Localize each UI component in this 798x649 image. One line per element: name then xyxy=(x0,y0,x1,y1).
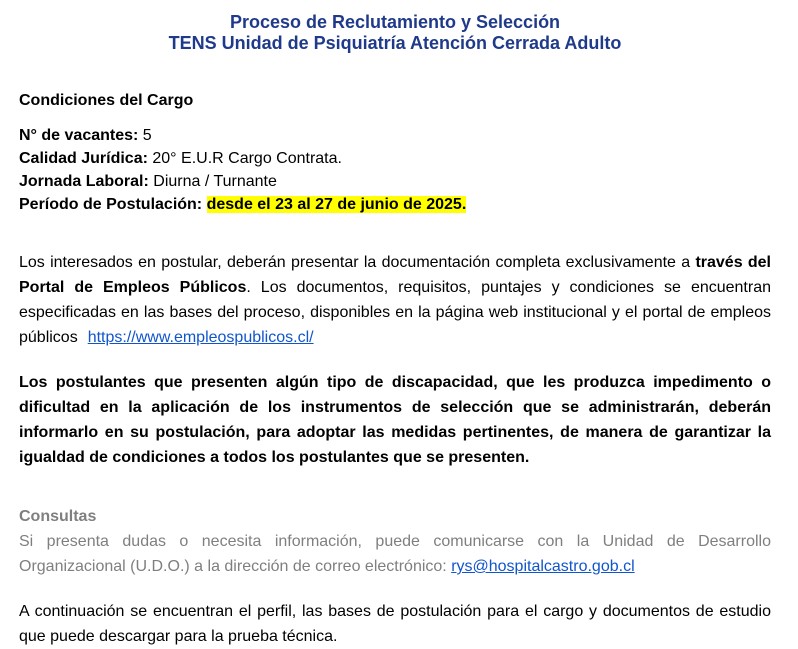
periodo-value: desde el 23 al 27 de junio de 2025. xyxy=(206,196,467,213)
title-line-2: TENS Unidad de Psiquiatría Atención Cerrada Adulto xyxy=(168,33,622,53)
closing-paragraph: A continuación se encuentran el perfil, las bases de postulación para el cargo y documentos de estudio que puede descargar para la prueba técnica. xyxy=(19,603,771,645)
disability-notice: Los postulantes que presenten algún tipo de discapacidad, que les produzca impedimento o dificultad en la aplicación de los instrumentos de selección que se administrarán, deberán informarlo en su postulación, para adoptar las medidas pertinentes, de manera de garantizar la igualdad de condiciones a todos los postulantes que se presenten. xyxy=(19,374,771,466)
intro-part1: Los interesados en postular, deberán presentar la documentación completa exclusivamente a xyxy=(19,254,696,271)
title-line-1: Proceso de Reclutamiento y Selección xyxy=(229,12,561,32)
email-link[interactable]: rys@hospitalcastro.gob.cl xyxy=(451,558,635,575)
consultas-heading: Consultas xyxy=(19,508,97,525)
vacantes-value: 5 xyxy=(142,127,152,144)
consultas-paragraph xyxy=(19,504,771,579)
intro-bold: través del Portal de Empleos Públicos xyxy=(19,254,771,296)
calidad-value: 20° E.U.R Cargo Contrata. xyxy=(152,150,342,167)
calidad-label: Calidad Jurídica: xyxy=(19,150,148,167)
intro-paragraph xyxy=(19,250,771,350)
periodo-label: Período de Postulación: xyxy=(19,196,203,213)
jornada-value: Diurna / Turnante xyxy=(153,173,277,190)
conditions-heading: Condiciones del Cargo xyxy=(19,92,194,109)
consultas-text: Si presenta dudas o necesita información, puede comunicarse con la Unidad de Desarrollo Organizacional (U.D.O.) a la dirección de correo electrónico: xyxy=(19,533,771,575)
empleos-publicos-link[interactable]: https://www.empleospublicos.cl/ xyxy=(87,329,314,346)
calidad-row xyxy=(19,147,771,170)
vacantes-label: N° de vacantes: xyxy=(19,127,139,144)
jornada-label: Jornada Laboral: xyxy=(19,173,149,190)
document-page xyxy=(19,12,771,649)
periodo-row xyxy=(19,193,771,216)
vacantes-row xyxy=(19,124,771,147)
intro-part2: . Los documentos, requisitos, puntajes y condiciones se encuentran especificadas en las bases del proceso, disponibles en la página web institucional y el portal de empleos públicos xyxy=(19,279,772,346)
jornada-row xyxy=(19,170,771,193)
